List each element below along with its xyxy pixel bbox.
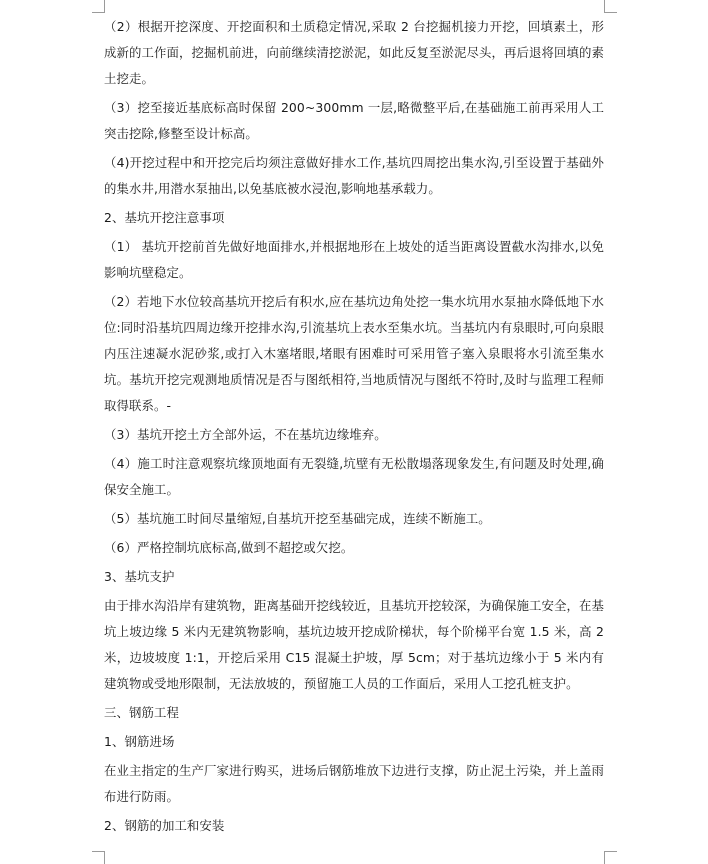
paragraph-rebar-entry: 在业主指定的生产厂家进行购买，进场后钢筋堆放下边进行支撑，防止泥土污染，并上盖雨布进行防雨。 — [104, 763, 604, 804]
paragraph-precaution-2: （2）若地下水位较高基坑开挖后有积水,应在基坑边角处挖一集水坑用水泵抽水降低地下水位:同时沿基坑四周边缘开挖排水沟,引流基坑上表水至集水坑。当基坑内有泉眼时,可向泉眼内压注速凝水泥砂浆,或打入木塞堵眼,堵眼有困难时可采用管子塞入泉眼将水引流至集水坑。基坑开挖完观测地质情况是否与图纸相符,当地质情况与图纸不符时,及时与监理工程师取得联系。- — [104, 294, 604, 413]
paragraph-precaution-4: （4）施工时注意观察坑缘顶地面有无裂缝,坑壁有无松散塌落现象发生,有问题及时处理,确保安全施工。 — [104, 456, 604, 497]
paragraph-excavation-step-4: （4)开挖过程中和开挖完后均须注意做好排水工作,基坑四周挖出集水沟,引至设置于基础外的集水井,用潜水泵抽出,以免基底被水浸泡,影响地基承载力。 — [104, 155, 604, 196]
paragraph-excavation-step-3: （3）挖至接近基底标高时保留 200~300mm 一层,略微整平后,在基础施工前再采用人工突击挖除,修整至设计标高。 — [104, 100, 604, 141]
paragraph-precaution-1: （1） 基坑开挖前首先做好地面排水,并根据地形在上坡处的适当距离设置截水沟排水,以免影响坑壁稳定。 — [104, 239, 604, 280]
section-heading-rebar-entry: 1、钢筋进场 — [104, 734, 175, 749]
paragraph-precaution-5: （5）基坑施工时间尽量缩短,自基坑开挖至基础完成，连续不断施工。 — [104, 511, 491, 526]
chapter-heading-rebar: 三、钢筋工程 — [104, 705, 179, 720]
document-body[interactable] — [104, 14, 604, 842]
paragraph-precaution-6: （6）严格控制坑底标高,做到不超挖或欠挖。 — [104, 540, 354, 555]
section-heading-support: 3、基坑支护 — [104, 569, 175, 584]
paragraph-support: 由于排水沟沿岸有建筑物，距离基础开挖线较近，且基坑开挖较深，为确保施工安全，在基坑上坡边缘 5 米内无建筑物影响，基坑边坡开挖成阶梯状，每个阶梯平台宽 1.5 米，高 2 米，边坡坡度 1:1，开挖后采用 C15 混凝土护坡，厚 5cm；对于基坑边缘小于 5 米内有建筑物或受地形限制，无法放坡的，预留施工人员的工作面后，采用人工挖孔桩支护。 — [104, 598, 604, 691]
section-heading-precautions: 2、基坑开挖注意事项 — [104, 210, 225, 225]
section-heading-rebar-processing: 2、钢筋的加工和安装 — [104, 818, 225, 833]
margin-mark-top-right — [604, 0, 617, 13]
paragraph-precaution-3: （3）基坑开挖土方全部外运，不在基坑边缘堆弃。 — [104, 427, 387, 442]
paragraph-excavation-step-2: （2）根据开挖深度、开挖面积和土质稳定情况,采取 2 台挖掘机接力开挖，回填素土，形成新的工作面，挖掘机前进，向前继续清挖淤泥，如此反复至淤泥尽头，再后退将回填的素土挖走。 — [104, 19, 604, 86]
margin-mark-top-left — [92, 0, 105, 13]
margin-mark-bottom-right — [604, 851, 617, 864]
margin-mark-bottom-left — [92, 851, 105, 864]
